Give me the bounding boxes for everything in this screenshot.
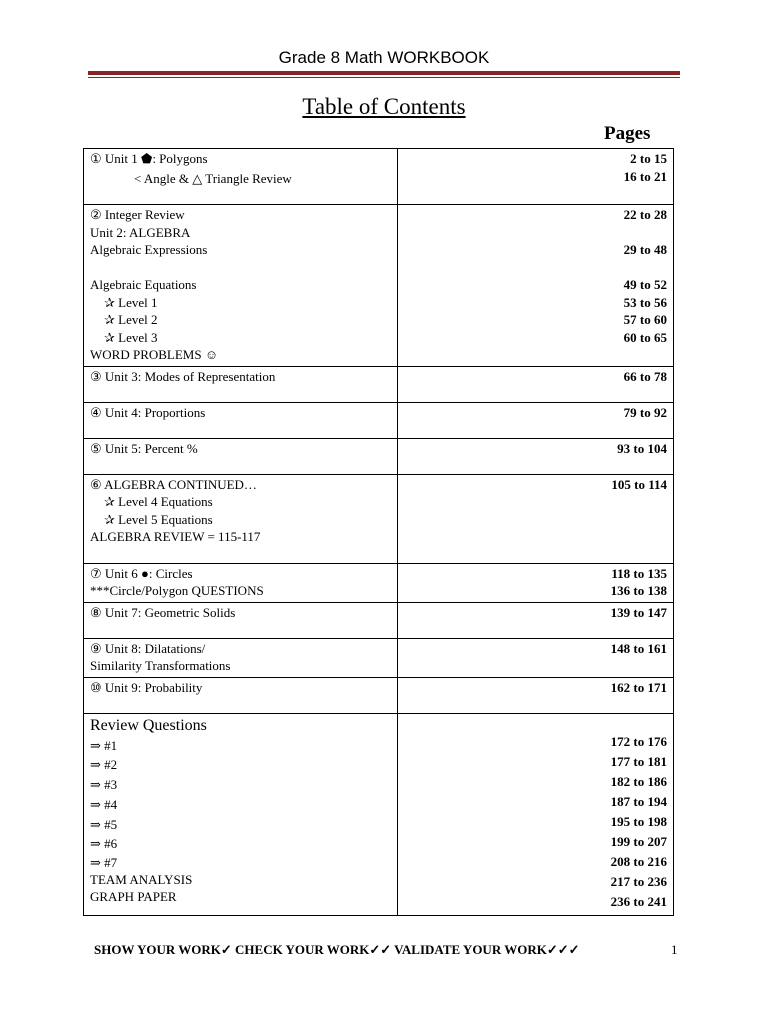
toc-row-unit-7 bbox=[84, 602, 674, 638]
toc-sub-entry: < Angle & △ Triangle Review bbox=[134, 170, 292, 186]
toc-entry-cell bbox=[84, 474, 398, 563]
toc-pages-cell bbox=[398, 205, 674, 367]
header-rule-thin bbox=[88, 77, 680, 78]
page-number: 1 bbox=[671, 942, 678, 957]
toc-sub-entry: ⇒ #7 bbox=[90, 855, 118, 871]
toc-spacer bbox=[404, 259, 667, 277]
toc-entry: ⑦ Unit 6 ●: Circles bbox=[90, 565, 193, 581]
toc-entry: ⑨ Unit 8: Dilatations/ bbox=[90, 640, 206, 656]
toc-page-range: 236 to 241 bbox=[610, 893, 667, 909]
toc-page-range: 93 to 104 bbox=[617, 440, 667, 456]
toc-sub-entry: ✰ Level 2 bbox=[104, 312, 158, 327]
toc-sub-entry: ⇒ #6 bbox=[90, 836, 118, 852]
toc-entry: Algebraic Expressions bbox=[90, 242, 208, 257]
toc-page-range: 199 to 207 bbox=[610, 833, 667, 849]
toc-entry-cell bbox=[84, 563, 398, 602]
toc-page-range: 79 to 92 bbox=[623, 404, 667, 420]
toc-row-unit-4 bbox=[84, 402, 674, 438]
toc-entry: TEAM ANALYSIS bbox=[90, 872, 193, 888]
toc-entry-cell bbox=[84, 205, 398, 367]
workbook-header-title: Grade 8 Math WORKBOOK bbox=[278, 48, 490, 67]
toc-entry: Algebraic Equations bbox=[90, 277, 197, 292]
toc-entry-cell bbox=[84, 438, 398, 474]
toc-page-range: 118 to 135 bbox=[611, 565, 667, 581]
toc-spacer bbox=[404, 224, 667, 242]
toc-entry: ① Unit 1 ⬟: Polygons bbox=[90, 151, 208, 166]
toc-pages-cell bbox=[398, 366, 674, 402]
toc-page-range: 136 to 138 bbox=[610, 583, 667, 598]
pages-column-heading: Pages bbox=[604, 123, 651, 144]
toc-entry: ⑩ Unit 9: Probability bbox=[90, 679, 203, 695]
toc-sub-entry: ✰ Level 3 bbox=[104, 329, 158, 345]
toc-page-range: 2 to 15 bbox=[630, 151, 667, 166]
toc-entry: Review Questions bbox=[90, 716, 207, 734]
toc-sub-entry: ⇒ #1 bbox=[90, 737, 118, 753]
toc-page-range: 29 to 48 bbox=[623, 242, 667, 257]
toc-sub-entry: ✰ Level 5 Equations bbox=[104, 511, 213, 527]
header-rule-thick bbox=[88, 71, 680, 75]
toc-entry: ⑥ ALGEBRA CONTINUED… bbox=[90, 476, 257, 492]
toc-page-range: 60 to 65 bbox=[623, 329, 667, 345]
footer-motto: SHOW YOUR WORK✓ CHECK YOUR WORK✓✓ VALIDATE YOUR WORK✓✓✓ bbox=[94, 942, 580, 957]
toc-row-review-questions bbox=[84, 713, 674, 915]
toc-entry-cell bbox=[84, 638, 398, 677]
toc-pages-cell bbox=[398, 149, 674, 205]
toc-table bbox=[83, 148, 674, 916]
toc-entry-cell bbox=[84, 713, 398, 915]
toc-page-range: 66 to 78 bbox=[623, 368, 667, 384]
toc-entry: ***Circle/Polygon QUESTIONS bbox=[90, 583, 264, 598]
toc-pages-cell bbox=[398, 713, 674, 915]
toc-row-algebra bbox=[84, 205, 674, 367]
toc-spacer bbox=[90, 259, 391, 277]
toc-entry: Unit 2: ALGEBRA bbox=[90, 224, 191, 240]
toc-page-range: 217 to 236 bbox=[610, 873, 667, 889]
toc-page-range: 49 to 52 bbox=[623, 277, 667, 292]
toc-entry-cell bbox=[84, 402, 398, 438]
toc-row-unit-8 bbox=[84, 638, 674, 677]
toc-row-unit-1 bbox=[84, 149, 674, 205]
toc-row-unit-9 bbox=[84, 677, 674, 713]
toc-page-range: 148 to 161 bbox=[610, 640, 667, 656]
toc-entry: ② Integer Review bbox=[90, 207, 185, 222]
toc-entry: ④ Unit 4: Proportions bbox=[90, 404, 206, 420]
toc-sub-entry: ⇒ #3 bbox=[90, 777, 118, 793]
toc-entry: Similarity Transformations bbox=[90, 658, 231, 673]
toc-entry: ⑧ Unit 7: Geometric Solids bbox=[90, 604, 236, 620]
toc-pages-cell bbox=[398, 563, 674, 602]
toc-pages-cell bbox=[398, 638, 674, 677]
toc-page-range: 139 to 147 bbox=[610, 604, 667, 620]
toc-sub-entry: ⇒ #5 bbox=[90, 816, 118, 832]
toc-page-range: 208 to 216 bbox=[610, 853, 667, 869]
toc-page-range: 177 to 181 bbox=[610, 753, 667, 769]
toc-pages-cell bbox=[398, 474, 674, 563]
toc-page-range: 16 to 21 bbox=[623, 168, 667, 184]
toc-row-algebra-continued bbox=[84, 474, 674, 563]
toc-pages-cell bbox=[398, 677, 674, 713]
toc-pages-cell bbox=[398, 402, 674, 438]
toc-pages-cell bbox=[398, 602, 674, 638]
toc-entry: ALGEBRA REVIEW = 115-117 bbox=[90, 529, 261, 544]
toc-page-range: 162 to 171 bbox=[610, 679, 667, 695]
toc-entry-cell bbox=[84, 677, 398, 713]
toc-sub-entry: ⇒ #4 bbox=[90, 796, 118, 812]
toc-page-range: 187 to 194 bbox=[610, 793, 667, 809]
toc-page-range: 195 to 198 bbox=[610, 813, 667, 829]
toc-sub-entry: ✰ Level 1 bbox=[104, 294, 158, 310]
toc-row-unit-3 bbox=[84, 366, 674, 402]
toc-row-unit-6 bbox=[84, 563, 674, 602]
toc-entry-cell bbox=[84, 602, 398, 638]
toc-page-range: 22 to 28 bbox=[623, 207, 667, 222]
toc-entry: GRAPH PAPER bbox=[90, 889, 177, 905]
toc-page-range: 57 to 60 bbox=[623, 312, 667, 327]
toc-page-range: 105 to 114 bbox=[611, 476, 667, 492]
toc-entry-cell bbox=[84, 366, 398, 402]
toc-page-range: 182 to 186 bbox=[610, 773, 667, 789]
toc-entry: ⑤ Unit 5: Percent % bbox=[90, 440, 198, 456]
toc-page-range: 53 to 56 bbox=[623, 294, 667, 310]
toc-entry-cell bbox=[84, 149, 398, 205]
toc-entry: ③ Unit 3: Modes of Representation bbox=[90, 368, 276, 384]
toc-page-range: 172 to 176 bbox=[610, 733, 667, 749]
toc-sub-entry: ✰ Level 4 Equations bbox=[104, 494, 213, 509]
toc-entry: WORD PROBLEMS ☺ bbox=[90, 347, 219, 362]
toc-pages-cell bbox=[398, 438, 674, 474]
toc-sub-entry: ⇒ #2 bbox=[90, 757, 118, 773]
page-title: Table of Contents bbox=[302, 94, 466, 119]
toc-row-unit-5 bbox=[84, 438, 674, 474]
